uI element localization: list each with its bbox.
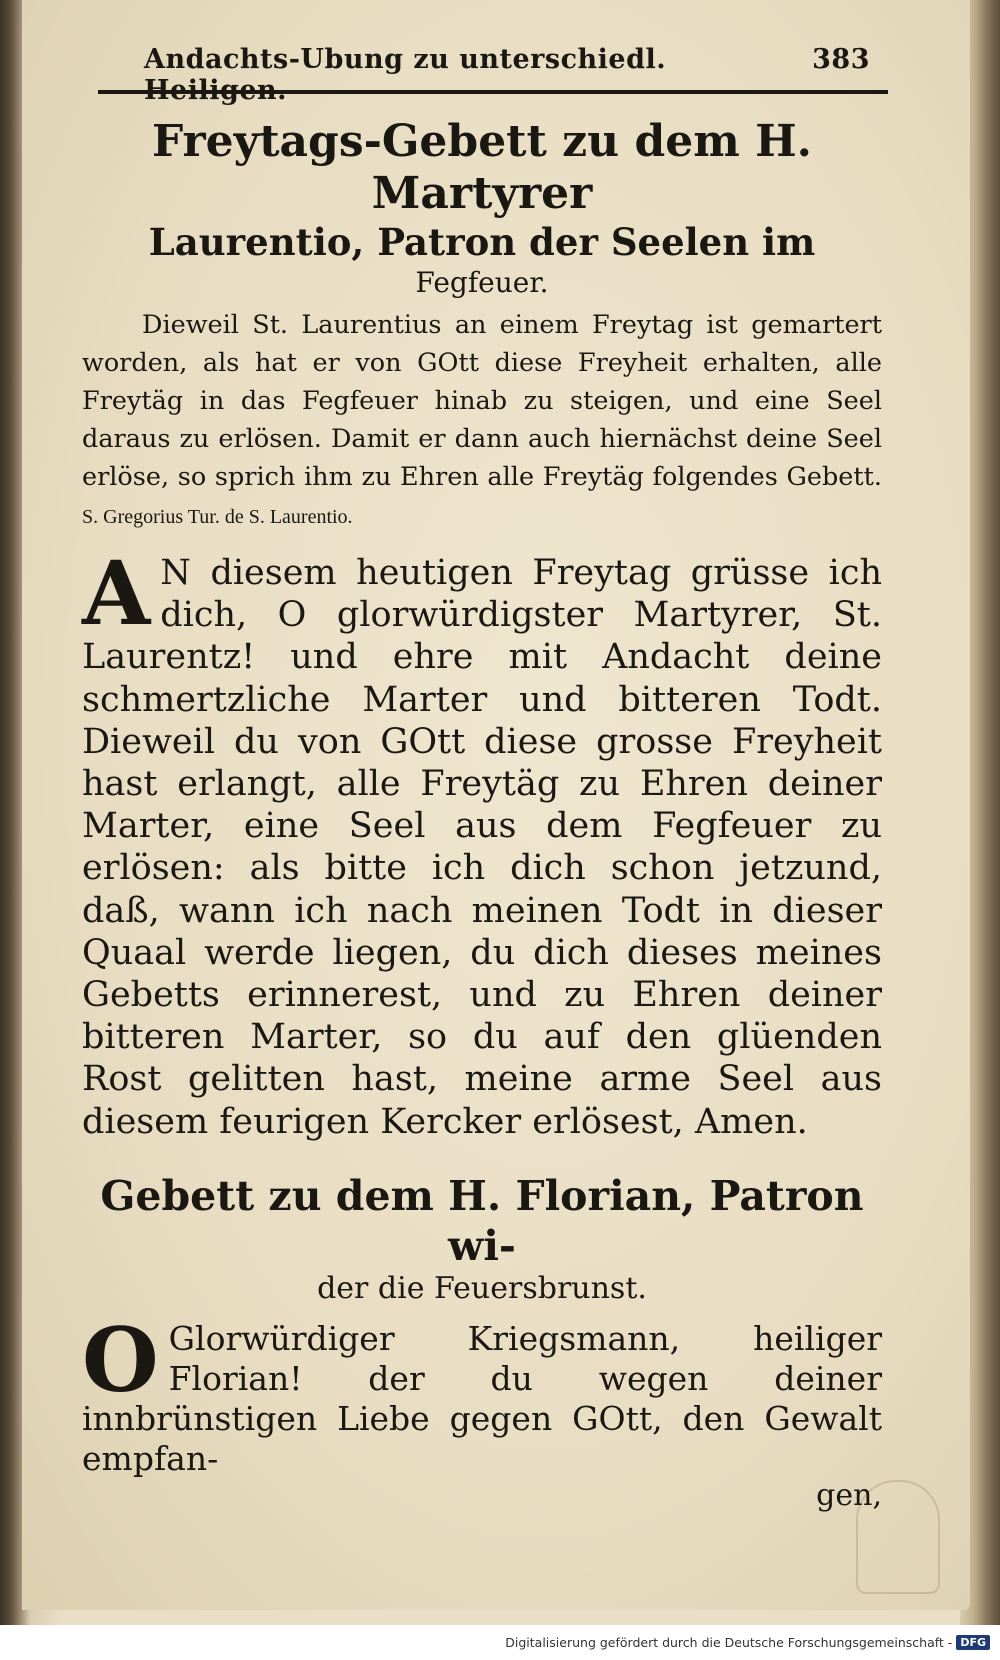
section1-source: S. Gregorius Tur. de S. Laurentio. <box>82 506 353 528</box>
section1-title-line1: Freytags-Gebett zu dem H. Martyrer <box>152 116 812 219</box>
section1-prayer: N diesem heutigen Freytag grüsse ich dich, O glorwürdigster Martyrer, St. Laurentz! und ehre mit Andacht deine schmertzliche Marter und bitteren Todt. Dieweil du von GOtt diese grosse Freyheit hast erlangt, alle Freytäg zu Ehren deiner Marter, eine Seel aus dem Fegfeuer zu erlösen: als bitte ich dich schon jetzund, daß, wann ich nach meinen Todt in dieser Quaal werde liegen, du dich dieses meines Gebetts erinnerest, und zu Ehren deiner bitteren Marter, so du auf den glüenden Rost gelitten hast, meine arme Seel aus diesem feurigen Kercker erlösest, Amen. <box>82 553 882 1142</box>
running-head <box>82 44 882 106</box>
section1-dropcap: A <box>82 541 151 645</box>
page-content <box>82 44 882 1513</box>
section1-title-line2: Laurentio, Patron der Seelen im <box>148 220 816 264</box>
section1-prayer-paragraph <box>82 541 882 1143</box>
section1-intro: Dieweil St. Laurentius an einem Freytag ist gemartert worden, als hat er von GOtt diese Freyheit erhalten, alle Freytäg in das Fegfeuer hinab zu steigen, und eine Seel daraus zu erlösen. Damit er dann auch hiernächst deine Seel erlöse, so sprich ihm zu Ehren alle Freytäg folgendes Gebett. <box>82 310 882 492</box>
digitization-footer <box>0 1625 1000 1660</box>
page-number: 383 <box>812 44 870 75</box>
section2-dropcap: O <box>82 1307 159 1412</box>
section2-heading <box>82 1171 882 1307</box>
running-head-title: Andachts-Ubung zu unterschiedl. Heiligen. <box>144 44 667 106</box>
catchword: gen, <box>816 1477 882 1513</box>
section1-title-line3: Fegfeuer. <box>415 266 549 299</box>
section1-intro-paragraph <box>82 306 882 536</box>
section2-title-line1: Gebett zu dem H. Florian, Patron wi- <box>100 1171 864 1270</box>
section2-title-line2: der die Feuersbrunst. <box>317 1270 647 1306</box>
section1-heading <box>82 116 882 302</box>
dfg-logo: DFG <box>956 1635 990 1650</box>
section2-prayer: Glorwürdiger Kriegsmann, heiliger Florian! der du wegen deiner innbrünstigen Liebe gegen GOtt, den Gewalt empfan- <box>82 1318 882 1478</box>
footer-credit: Digitalisierung gefördert durch die Deutsche Forschungsgemeinschaft - <box>505 1635 953 1650</box>
section2-prayer-paragraph <box>82 1307 882 1479</box>
